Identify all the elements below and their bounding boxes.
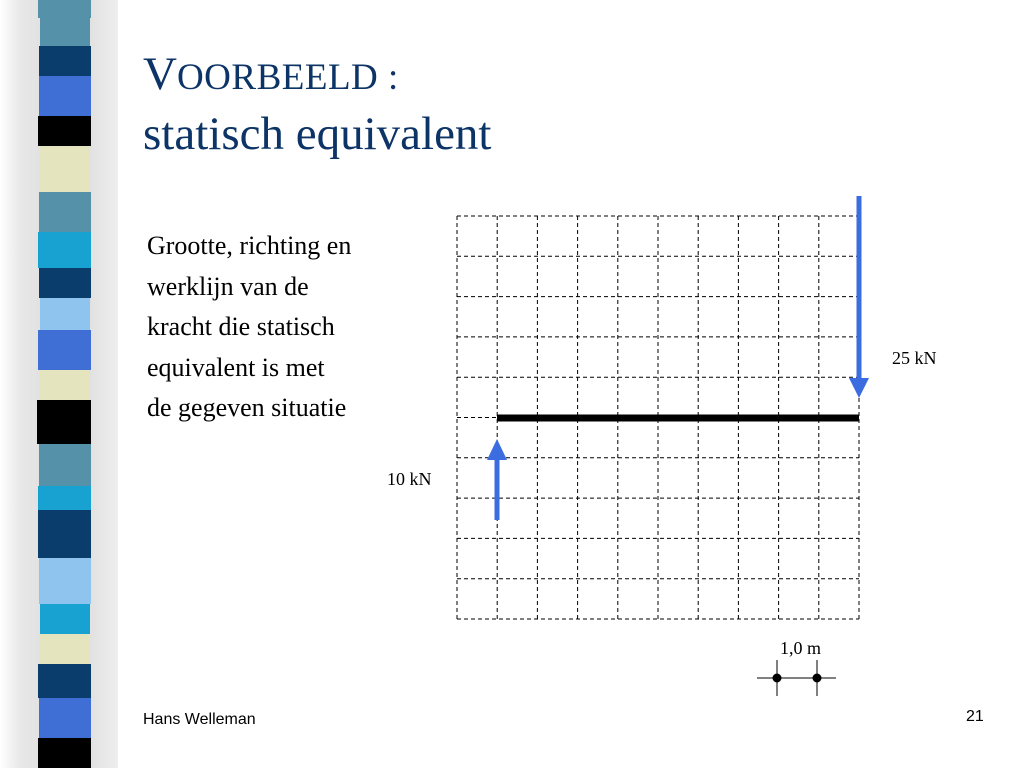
title-initial: V — [143, 48, 177, 100]
title-rest: OORBEELD : — [176, 57, 399, 98]
scale-bar-dot-left — [773, 674, 781, 682]
body-line: werklijn van de — [147, 271, 309, 301]
upward-force-head — [487, 439, 507, 460]
body-line: equivalent is met — [147, 352, 325, 382]
scale-label: 1,0 m — [780, 638, 822, 658]
scale-bar — [757, 660, 836, 696]
body-line: kracht die statisch — [147, 312, 335, 341]
downward-force-head — [849, 378, 869, 398]
force-down-label: 25 kN — [892, 348, 937, 368]
scale-bar-dot-right — [813, 674, 821, 682]
upward-force-arrow — [487, 439, 507, 520]
body-line: de gegeven situatie — [147, 393, 347, 422]
page-number: 21 — [966, 708, 984, 725]
force-up-label: 10 kN — [387, 469, 432, 489]
title-subtitle: statisch equivalent — [143, 108, 492, 160]
body-line: Grootte, richting en — [147, 231, 352, 260]
footer-author: Hans Welleman — [143, 711, 256, 728]
